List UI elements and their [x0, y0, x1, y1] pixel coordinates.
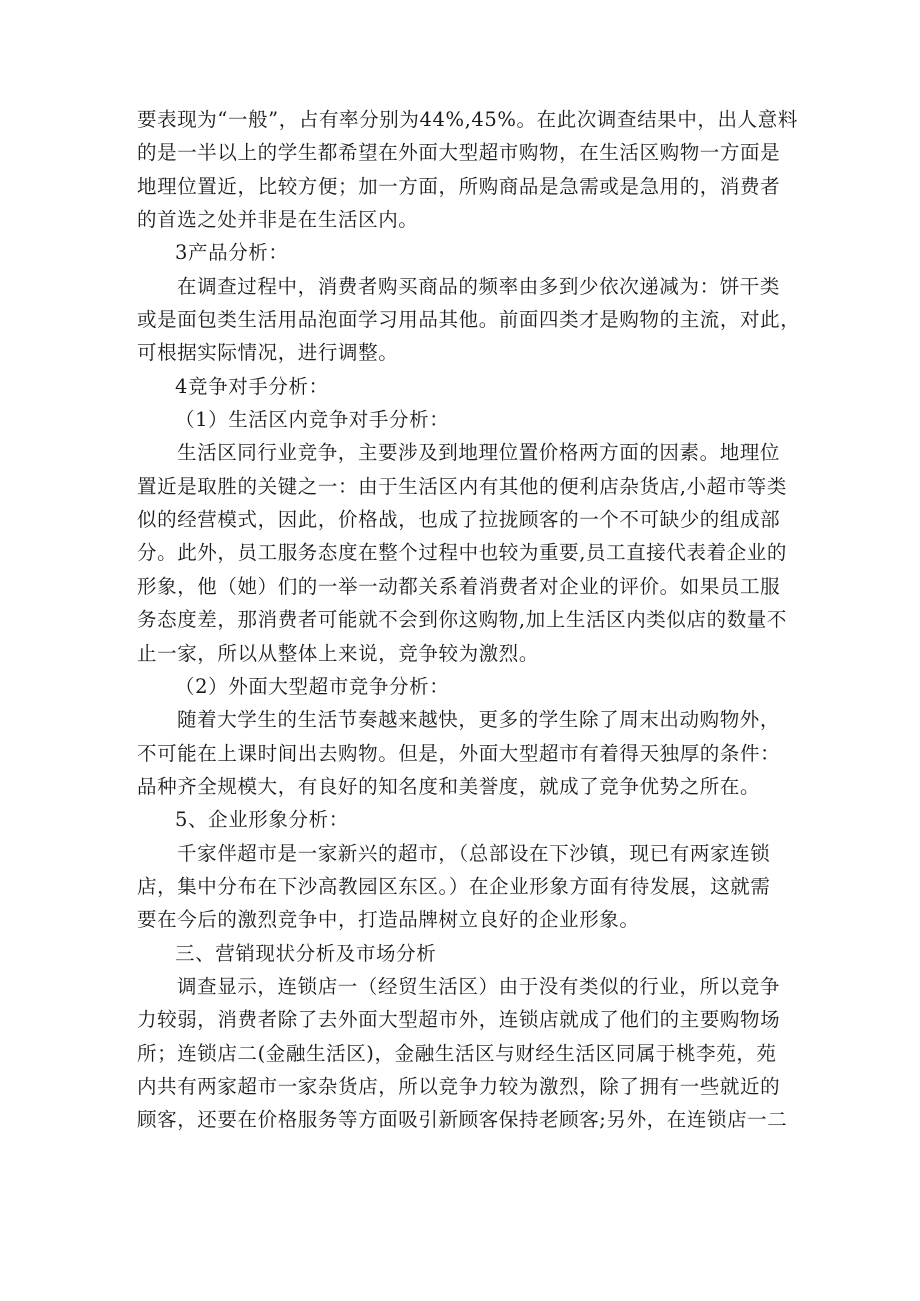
section-heading-marketing-status: 三、营销现状分析及市场分析 — [175, 941, 437, 965]
text-line: 调查显示，连锁店一（经贸生活区）由于没有类似的行业，所以竞争 — [177, 974, 781, 998]
text-line: 似的经营模式，因此，价格战，也成了拉拢顾客的一个不可缺少的组成部 — [137, 508, 781, 532]
text-line: 置近是取胜的关键之一：由于生活区内有其他的便利店杂货店,小超市等类 — [137, 474, 787, 498]
text-line: 不可能在上课时间出去购物。但是，外面大型超市有着得天独厚的条件： — [137, 741, 781, 765]
text-line: 的首选之处并非是在生活区内。 — [137, 208, 419, 232]
text-line: 所；连锁店二(金融生活区)，金融生活区与财经生活区同属于桃李苑，苑 — [137, 1041, 777, 1065]
text-line: 止一家，所以从整体上来说，竞争较为激烈。 — [137, 641, 540, 665]
section-heading-competitor-analysis: 4竞争对手分析： — [175, 374, 329, 398]
text-line: 生活区同行业竞争，主要涉及到地理位置价格两方面的因素。地理位 — [177, 441, 781, 465]
document-page — [137, 103, 801, 1137]
text-line: 地理位置近，比较方便；加一方面，所购商品是急需或是急用的，消费者 — [137, 174, 781, 198]
text-line: 可根据实际情况，进行调整。 — [137, 341, 399, 365]
text-line: 在调查过程中，消费者购买商品的频率由多到少依次递减为：饼干类 — [177, 274, 781, 298]
text-line: 的是一半以上的学生都希望在外面大型超市购物，在生活区购物一方面是 — [137, 141, 781, 165]
text-line: 分。此外，员工服务态度在整个过程中也较为重要,员工直接代表着企业的 — [137, 541, 787, 565]
text-line: 顾客，还要在价格服务等方面吸引新顾客保持老顾客;另外，在连锁店一二 — [137, 1108, 788, 1132]
text-line: 店，集中分布在下沙高教园区东区。）在企业形象方面有待发展，这就需 — [137, 874, 771, 898]
section-heading-product-analysis: 3产品分析： — [175, 241, 289, 265]
subsection-heading-large-supermarket: （2）外面大型超市竞争分析： — [175, 674, 450, 698]
text-line: 或是面包类生活用品泡面学习用品其他。前面四类才是购物的主流，对此， — [137, 308, 801, 332]
text-line: 品种齐全规模大，有良好的知名度和美誉度，就成了竞争优势之所在。 — [137, 774, 761, 798]
text-line: 随着大学生的生活节奏越来越快，更多的学生除了周末出动购物外， — [177, 708, 781, 732]
section-heading-corporate-image: 5、企业形象分析： — [175, 808, 349, 832]
text-line: 要在今后的激烈竞争中，打造品牌树立良好的企业形象。 — [137, 908, 640, 932]
text-line: 千家伴超市是一家新兴的超市，（总部设在下沙镇，现已有两家连锁 — [177, 841, 771, 865]
text-line: 要表现为“一般”，占有率分别为44%,45%。在此次调查结果中，出人意料 — [137, 108, 798, 131]
text-line: 务态度差，那消费者可能就不会到你这购物,加上生活区内类似店的数量不 — [137, 608, 787, 632]
text-line: 形象，他（她）们的一举一动都关系着消费者对企业的评价。如果员工服 — [137, 574, 781, 598]
text-line: 力较弱，消费者除了去外面大型超市外，连锁店就成了他们的主要购物场 — [137, 1008, 781, 1032]
subsection-heading-living-area: （1）生活区内竞争对手分析： — [175, 408, 450, 432]
text-line: 内共有两家超市一家杂货店，所以竞争力较为激烈，除了拥有一些就近的 — [137, 1074, 781, 1098]
